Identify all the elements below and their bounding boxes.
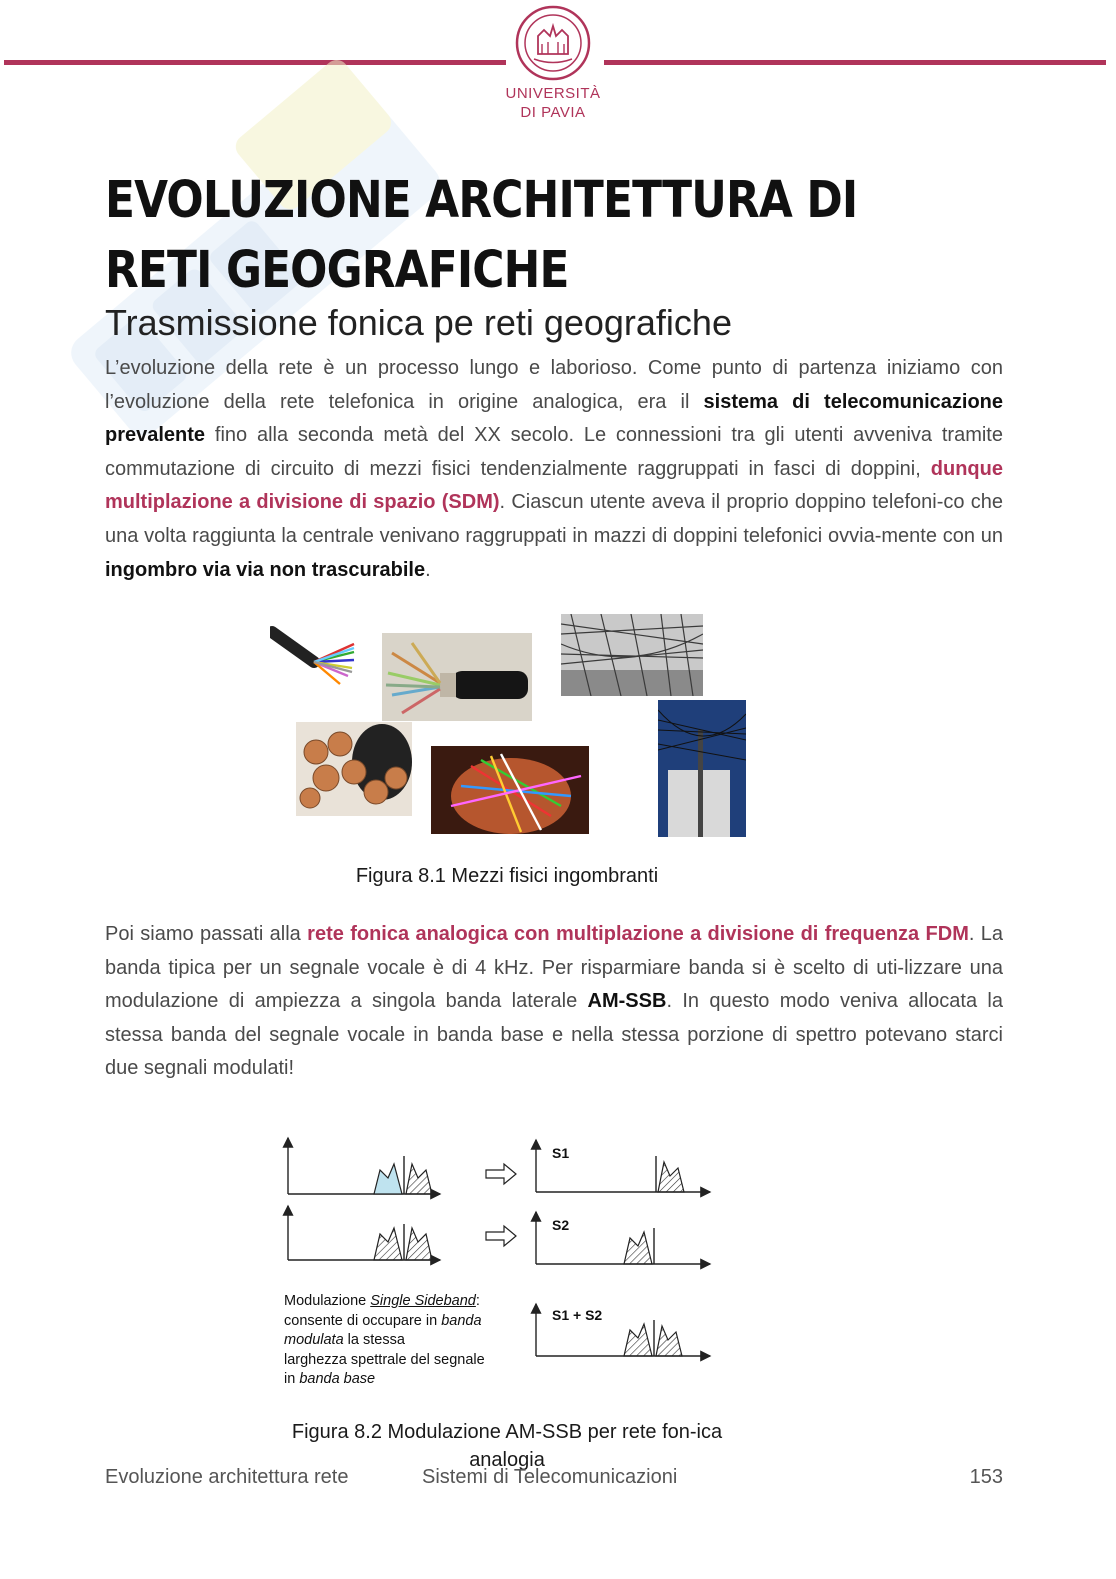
desc-ssb: Single Sideband	[370, 1293, 476, 1309]
page-title: EVOLUZIONE ARCHITETTURA DI RETI GEOGRAFICHE	[105, 171, 858, 300]
label-s1-plus-s2: S1 + S2	[552, 1307, 603, 1323]
photo-cable-thick	[382, 633, 532, 721]
section-subtitle: Trasmissione fonica pe reti geografiche	[105, 302, 732, 343]
text-run: .	[425, 558, 431, 581]
label-s2: S2	[552, 1217, 570, 1233]
text-run: L’evoluzione della rete è un processo lungo e laborioso. Come punto di partenza iniziamo con l’evoluzione della rete telefonica in origine analogica, era il	[105, 357, 1003, 413]
text-run: . In questo modo veniva allocata la stessa banda del segnale vocale in banda base e nella stessa porzione di spettro potevano starci due segnali modulati!	[105, 990, 1003, 1080]
paragraph-fdm	[105, 918, 1003, 1086]
desc-text: Modulazione	[284, 1293, 371, 1309]
footer-chapter: Evoluzione architettura rete	[105, 1466, 349, 1488]
figure2-caption: Figura 8.2 Modulazione AM-SSB per rete fon-ica analogia	[291, 1421, 723, 1471]
desc-text: consente di occupare in	[284, 1312, 442, 1329]
photo-street-wires	[658, 700, 746, 837]
desc-banda-base: banda base	[299, 1371, 376, 1387]
text-run: fino alla seconda metà del XX secolo. Le connessioni tra gli utenti avveniva tramite commutazione di circuito di mezzi fisici tendenzialmente raggruppati in fasci di doppini,	[105, 424, 1003, 480]
text-run-bold: ingombro via via non trascurabile	[105, 558, 426, 581]
photo-colored-wires	[431, 746, 589, 834]
text-run-bold: AM-SSB	[587, 990, 667, 1013]
paragraph-intro	[105, 352, 1003, 587]
university-name-line2: DI PAVIA	[520, 104, 586, 121]
text-run-bold: sistema di telecomunicazione prevalente	[105, 390, 1003, 447]
header-rule-right	[604, 60, 1106, 65]
photo-wire-tangle	[561, 614, 703, 696]
diagram-description	[284, 1292, 524, 1390]
label-s1: S1	[552, 1145, 570, 1161]
text-run-highlight: rete fonica analogica con multiplazione a divisione di frequenza FDM	[307, 923, 969, 945]
text-run-highlight: dunque multiplazione a divisione di spazio (SDM)	[105, 457, 1003, 514]
footer-book-title: Sistemi di Telecomunicazioni	[422, 1466, 678, 1488]
desc-text: larghezza spettrale del segnale	[284, 1351, 485, 1368]
figure1-caption: Figura 8.1 Mezzi fisici ingombranti	[355, 865, 659, 887]
university-name	[490, 84, 616, 122]
text-run: . La banda tipica per un segnale vocale è di 4 kHz. Per risparmiare banda si è scelto di uti-lizzare una modulazione di ampiezza a singola banda laterale	[105, 923, 1004, 1013]
university-name-line1: UNIVERSITÀ	[505, 85, 601, 102]
desc-modulata: modulata	[284, 1332, 344, 1348]
text-run: . Ciascun utente aveva il proprio doppino telefoni-co che una volta raggiunta la centrale venivano raggruppati in mazzi di doppini telefonici ovvia-mente con un	[105, 491, 1004, 547]
desc-banda: banda	[441, 1312, 482, 1329]
desc-colon: :	[475, 1293, 480, 1309]
university-seal-icon	[514, 4, 592, 82]
photo-cable-thin	[270, 622, 356, 690]
photo-cable-bundle	[296, 722, 412, 816]
text-run: Poi siamo passati alla	[105, 923, 308, 945]
desc-text: in	[284, 1371, 300, 1387]
page-number: 153	[969, 1466, 1003, 1488]
desc-text: la stessa	[343, 1332, 405, 1348]
